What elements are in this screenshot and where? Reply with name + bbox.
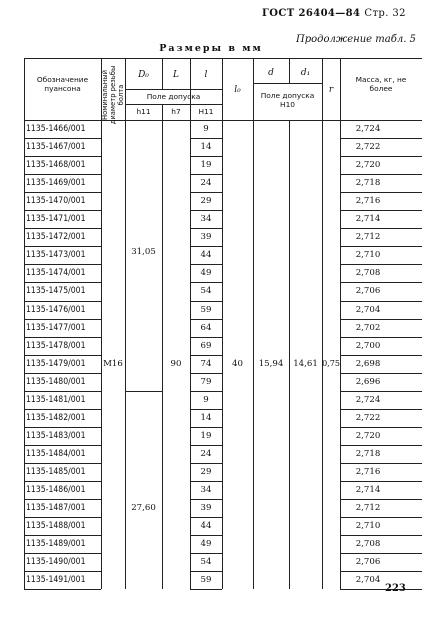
column-rule <box>289 120 290 589</box>
designation-cell: 1135-1483/001 <box>26 430 86 441</box>
row-rule <box>340 589 422 590</box>
row-rule <box>190 192 222 193</box>
l-cell: 19 <box>200 160 212 171</box>
l-cell: 34 <box>200 214 212 225</box>
designation-cell: 1135-1473/001 <box>26 250 86 261</box>
column-rule <box>162 104 163 589</box>
row-rule <box>24 301 101 302</box>
row-rule <box>24 553 101 554</box>
row-rule <box>340 228 422 229</box>
row-rule <box>340 427 422 428</box>
mass-cell: 2,716 <box>355 196 381 207</box>
row-rule <box>190 156 222 157</box>
l-cell: 9 <box>203 394 209 405</box>
row-rule <box>24 589 101 590</box>
d0-value-group2: 27,60 <box>131 503 156 514</box>
row-rule <box>190 301 222 302</box>
l-cell: 29 <box>200 196 212 207</box>
header-tol-h11: h11 <box>136 107 151 116</box>
header-tolerance-h10: Поле допуска H10 <box>260 91 315 109</box>
column-rule <box>222 58 223 589</box>
designation-cell: 1135-1472/001 <box>26 232 86 243</box>
row-rule <box>190 499 222 500</box>
l-cell: 19 <box>200 430 212 441</box>
row-rule <box>24 246 101 247</box>
header-l0: l₀ <box>234 85 241 95</box>
designation-cell: 1135-1489/001 <box>26 539 86 550</box>
d1-value: 14,61 <box>293 358 318 369</box>
table-continuation-note: Продолжение табл. 5 <box>296 34 416 45</box>
designation-cell: 1135-1477/001 <box>26 322 86 333</box>
designation-cell: 1135-1487/001 <box>26 503 86 514</box>
row-rule <box>24 228 101 229</box>
mass-cell: 2,714 <box>355 214 381 225</box>
row-rule <box>24 174 101 175</box>
row-rule <box>340 301 422 302</box>
mass-cell: 2,724 <box>355 124 381 134</box>
row-rule <box>24 355 101 356</box>
row-rule <box>340 481 422 482</box>
designation-cell: 1135-1482/001 <box>26 412 86 423</box>
row-rule <box>24 138 101 139</box>
row-rule <box>190 210 222 211</box>
header-d: d <box>268 68 274 78</box>
l-cell: 69 <box>200 340 212 351</box>
row-rule <box>24 319 101 320</box>
row-rule <box>190 174 222 175</box>
l-cell: 34 <box>200 485 212 495</box>
designation-cell: 1135-1478/001 <box>26 340 86 351</box>
mass-cell: 2,714 <box>355 485 381 495</box>
column-rule <box>253 58 254 589</box>
row-rule <box>24 210 101 211</box>
row-rule <box>190 463 222 464</box>
row-rule <box>24 337 101 338</box>
row-rule <box>190 535 222 536</box>
row-rule <box>190 481 222 482</box>
designation-cell: 1135-1484/001 <box>26 448 86 459</box>
row-rule <box>340 192 422 193</box>
mass-cell: 2,722 <box>355 142 381 153</box>
d-value: 15,94 <box>258 358 284 369</box>
header-r: r <box>328 85 334 95</box>
row-rule <box>190 373 222 374</box>
row-rule <box>340 391 422 392</box>
l-cell: 14 <box>200 142 212 153</box>
header-tol-H11: H11 <box>198 107 214 116</box>
l-cell: 44 <box>200 250 212 261</box>
row-rule <box>340 156 422 157</box>
row-rule <box>340 553 422 554</box>
standard-designation: ГОСТ 26404—84 Стр. 32 <box>262 8 406 19</box>
header-d1: d₁ <box>300 68 311 78</box>
row-rule <box>24 517 101 518</box>
designation-cell: 1135-1476/001 <box>26 304 86 315</box>
designation-cell: 1135-1488/001 <box>26 521 86 532</box>
row-rule <box>340 463 422 464</box>
l-cell: 59 <box>200 304 212 315</box>
row-rule <box>24 571 101 572</box>
row-rule <box>340 264 422 265</box>
designation-cell: 1135-1468/001 <box>26 160 86 171</box>
mass-cell: 2,710 <box>355 250 381 261</box>
l-cell: 54 <box>200 557 212 568</box>
row-rule <box>340 445 422 446</box>
mass-cell: 2,708 <box>355 268 381 279</box>
row-rule <box>340 337 422 338</box>
tolerance-rule-bottom <box>125 104 222 105</box>
l-cell: 9 <box>203 124 209 134</box>
mass-cell: 2,696 <box>355 376 381 387</box>
row-rule <box>190 571 222 572</box>
d0-value-group1: 31,05 <box>131 247 156 258</box>
page-reference: Стр. 32 <box>364 8 406 19</box>
mass-cell: 2,704 <box>355 575 381 586</box>
header-L: L <box>173 70 179 80</box>
row-rule <box>190 246 222 247</box>
d0-group-rule <box>125 391 162 392</box>
mass-cell: 2,722 <box>355 412 381 423</box>
l-cell: 79 <box>200 376 212 387</box>
designation-cell: 1135-1470/001 <box>26 196 86 207</box>
row-rule <box>340 138 422 139</box>
designation-cell: 1135-1471/001 <box>26 214 86 225</box>
designation-cell: 1135-1485/001 <box>26 466 86 477</box>
l-cell: 49 <box>200 268 212 279</box>
row-rule <box>24 156 101 157</box>
row-rule <box>340 373 422 374</box>
mass-cell: 2,704 <box>355 304 381 315</box>
header-mass: Масса, кг, не более <box>355 75 407 93</box>
designation-cell: 1135-1466/001 <box>26 124 86 134</box>
l-cell: 59 <box>200 575 212 586</box>
header-tol-h7: h7 <box>171 107 181 116</box>
row-rule <box>340 210 422 211</box>
mass-cell: 2,710 <box>355 521 381 532</box>
row-rule <box>24 499 101 500</box>
row-rule <box>24 463 101 464</box>
designation-cell: 1135-1474/001 <box>26 268 86 279</box>
row-rule <box>190 517 222 518</box>
row-rule <box>190 409 222 410</box>
row-rule <box>340 355 422 356</box>
header-designation: Обозначение пуансона <box>36 75 89 93</box>
mass-cell: 2,720 <box>355 160 381 171</box>
mass-cell: 2,712 <box>355 232 381 243</box>
row-rule <box>24 481 101 482</box>
l-cell: 74 <box>200 358 212 369</box>
row-rule <box>340 282 422 283</box>
row-rule <box>190 228 222 229</box>
column-rule <box>101 58 102 589</box>
designation-cell: 1135-1490/001 <box>26 557 86 568</box>
row-rule <box>24 264 101 265</box>
l-cell: 49 <box>200 539 212 550</box>
mass-cell: 2,706 <box>355 557 381 568</box>
row-rule <box>190 319 222 320</box>
mass-cell: 2,716 <box>355 466 381 477</box>
row-rule <box>340 174 422 175</box>
table-caption: Размеры в мм <box>159 43 263 54</box>
row-rule <box>190 355 222 356</box>
row-rule <box>340 499 422 500</box>
l-cell: 29 <box>200 466 212 477</box>
mass-cell: 2,702 <box>355 322 381 333</box>
row-rule <box>24 373 101 374</box>
designation-cell: 1135-1469/001 <box>26 178 86 189</box>
mass-cell: 2,718 <box>355 178 381 189</box>
l-cell: 24 <box>200 448 212 459</box>
tolerance-rule-top <box>125 89 222 90</box>
header-bottom-rule <box>24 120 422 121</box>
designation-cell: 1135-1480/001 <box>26 376 86 387</box>
l-cell: 14 <box>200 412 212 423</box>
row-rule <box>340 246 422 247</box>
mass-cell: 2,706 <box>355 286 381 297</box>
row-rule <box>340 535 422 536</box>
row-rule <box>24 282 101 283</box>
page-number: 223 <box>385 583 406 594</box>
l0-value: 40 <box>232 358 243 369</box>
mass-cell: 2,698 <box>355 358 381 369</box>
row-rule <box>340 319 422 320</box>
mass-cell: 2,724 <box>355 394 381 405</box>
row-rule <box>24 391 101 392</box>
l-cell: 54 <box>200 286 212 297</box>
mass-cell: 2,708 <box>355 539 381 550</box>
designation-cell: 1135-1467/001 <box>26 142 86 153</box>
tolerance-h10-rule <box>253 83 322 84</box>
designation-cell: 1135-1479/001 <box>26 358 86 369</box>
mass-cell: 2,712 <box>355 503 381 514</box>
row-rule <box>24 535 101 536</box>
mass-cell: 2,720 <box>355 430 381 441</box>
header-tolerance-field: Поле допуска <box>146 92 201 101</box>
header-nominal-diameter: Номинальный диаметр резьбы болта <box>101 65 125 125</box>
r-value: 0,75 <box>322 358 340 368</box>
row-rule <box>190 264 222 265</box>
row-rule <box>190 138 222 139</box>
row-rule <box>190 445 222 446</box>
row-rule <box>24 427 101 428</box>
row-rule <box>340 409 422 410</box>
row-rule <box>190 589 222 590</box>
designation-cell: 1135-1491/001 <box>26 575 86 586</box>
L-value: 90 <box>170 358 182 369</box>
header-d0: D₀ <box>138 70 149 80</box>
l-cell: 44 <box>200 521 212 532</box>
row-rule <box>340 571 422 572</box>
row-rule <box>190 427 222 428</box>
designation-cell: 1135-1481/001 <box>26 394 86 405</box>
l-cell: 24 <box>200 178 212 189</box>
row-rule <box>190 553 222 554</box>
table-top-rule <box>24 58 422 59</box>
designation-cell: 1135-1475/001 <box>26 286 86 297</box>
designation-cell: 1135-1486/001 <box>26 485 86 495</box>
row-rule <box>24 409 101 410</box>
nominal-diameter-value: M16 <box>103 358 123 369</box>
row-rule <box>190 282 222 283</box>
header-l: l <box>204 70 208 80</box>
mass-cell: 2,700 <box>355 340 381 351</box>
row-rule <box>190 337 222 338</box>
l-cell: 64 <box>200 322 212 333</box>
l-cell: 39 <box>200 232 212 243</box>
mass-cell: 2,718 <box>355 448 381 459</box>
row-rule <box>190 391 222 392</box>
row-rule <box>340 517 422 518</box>
row-rule <box>24 445 101 446</box>
l-cell: 39 <box>200 503 212 514</box>
row-rule <box>24 192 101 193</box>
column-rule <box>322 58 323 589</box>
